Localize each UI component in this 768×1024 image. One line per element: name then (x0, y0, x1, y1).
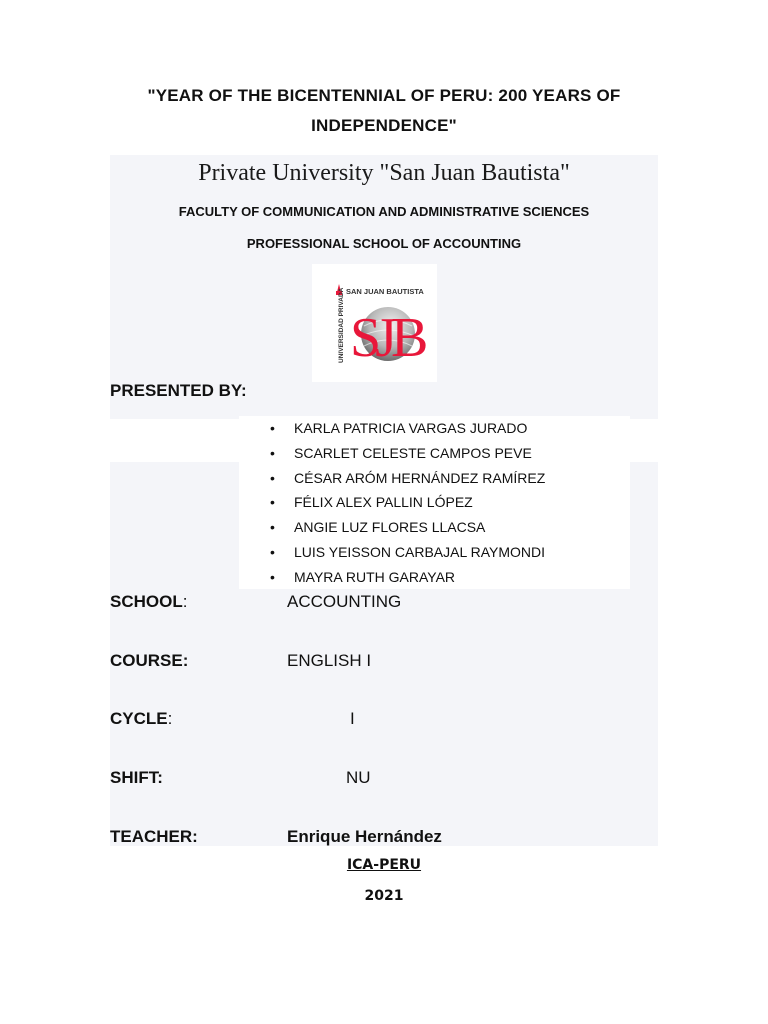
cycle-label: CYCLE: (110, 709, 173, 728)
cycle-value: I (350, 709, 355, 728)
member-name: SCARLET CELESTE CAMPOS PEVE (294, 444, 532, 461)
year-text: 2021 (364, 888, 404, 904)
university-logo (312, 264, 437, 382)
member-name: ANGIE LUZ FLORES LLACSA (294, 519, 486, 536)
presented-by-label: PRESENTED BY: (110, 381, 247, 400)
bullet-icon: • (270, 494, 275, 511)
members-list (239, 416, 630, 590)
logo-top-text: SAN JUAN BAUTISTA (346, 287, 424, 296)
place-text: ICA-PERU (346, 857, 422, 873)
list-item (239, 441, 630, 466)
bullet-icon: • (270, 444, 275, 461)
member-name: KARLA PATRICIA VARGAS JURADO (294, 420, 528, 436)
list-item (239, 540, 630, 565)
shift-value: NU (346, 768, 371, 787)
logo-monogram: SJB (350, 307, 423, 369)
teacher-label: TEACHER: (110, 827, 198, 846)
course-label: COURSE: (110, 651, 189, 670)
list-item (239, 515, 630, 540)
member-name: CÉSAR ARÓM HERNÁNDEZ RAMÍREZ (294, 469, 546, 486)
school-name: PROFESSIONAL SCHOOL OF ACCOUNTING (246, 236, 522, 251)
member-name: FÉLIX ALEX PALLIN LÓPEZ (294, 494, 473, 511)
bullet-icon: • (270, 469, 275, 486)
member-name: LUIS YEISSON CARBAJAL RAYMONDI (294, 543, 546, 560)
list-item (239, 490, 630, 515)
faculty-name: FACULTY OF COMMUNICATION AND ADMINISTRATIVE SCIENCES (178, 204, 590, 219)
course-value: ENGLISH I (287, 651, 372, 670)
shift-label: SHIFT: (110, 768, 163, 787)
school-value: ACCOUNTING (287, 592, 402, 611)
school-label: SCHOOL: (110, 592, 188, 611)
sjb-logo-graphic (312, 264, 437, 382)
header-title-line-1: "YEAR OF THE BICENTENNIAL OF PERU: 200 YEARS OF (147, 86, 621, 105)
bullet-icon: • (270, 543, 275, 560)
teacher-value: Enrique Hernández (287, 827, 442, 846)
members-list-box (239, 416, 630, 589)
bullet-icon: • (270, 568, 275, 585)
logo-side-text: UNIVERSIDAD PRIVADA (338, 287, 345, 363)
bullet-icon: • (270, 519, 275, 536)
list-item (239, 565, 630, 590)
list-item (239, 416, 630, 441)
university-name: Private University "San Juan Bautista" (198, 160, 570, 186)
header-title-line-2: INDEPENDENCE" (311, 116, 457, 135)
bullet-icon: • (270, 420, 275, 436)
member-name: MAYRA RUTH GARAYAR (294, 568, 456, 585)
list-item (239, 466, 630, 491)
